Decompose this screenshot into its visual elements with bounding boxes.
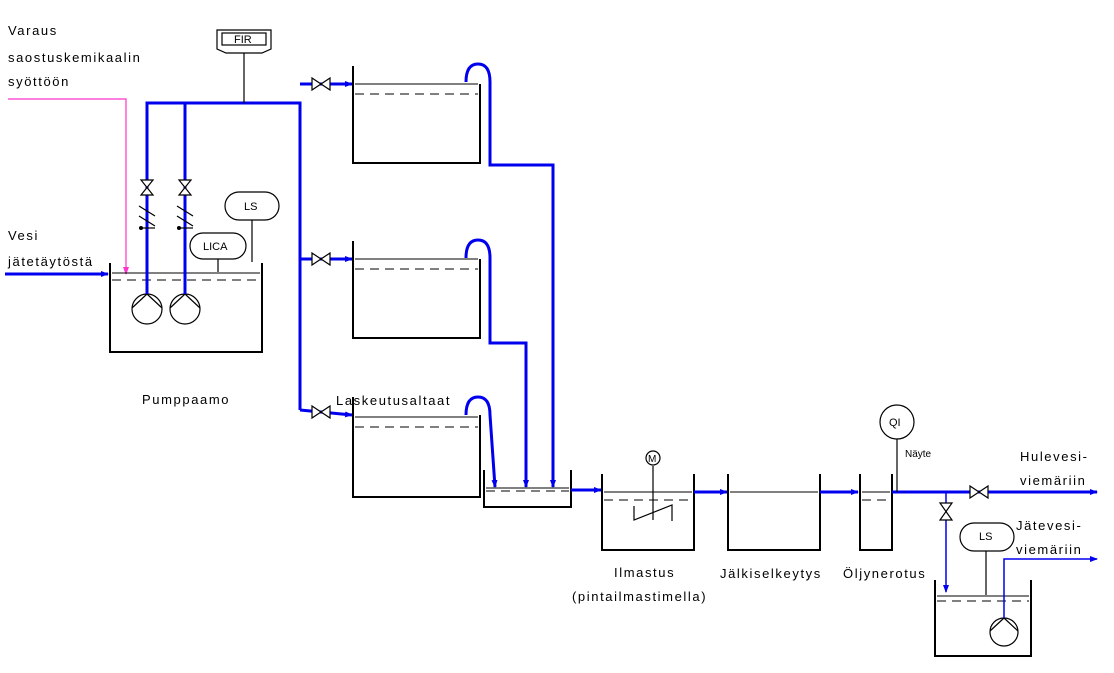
storm-sewer-label-line-1: Hulevesi- [1020, 449, 1089, 464]
qi-quality-indicator [880, 405, 932, 492]
surface-aerator [634, 466, 672, 521]
lica-label: LICA [203, 241, 228, 253]
waste-sewer-label-line-2: viemäriin [1016, 542, 1083, 557]
sample-label: Näyte [905, 449, 932, 460]
settling-tank-3 [353, 397, 480, 497]
aeration-tank [602, 474, 694, 550]
reserve-label-line-2: saostuskemikaalin [8, 50, 142, 65]
ls-sump-label: LS [979, 531, 993, 543]
waste-sewer-label [1016, 518, 1082, 557]
settling-tank-1 [353, 66, 480, 163]
lica-level-controller [190, 233, 246, 272]
waste-sewer-label-line-1: Jätevesi- [1016, 518, 1083, 533]
pump-station-label: Pumppaamo [142, 392, 231, 407]
valve-icon [141, 180, 153, 195]
settling-tank-2 [353, 241, 480, 338]
storm-sewer-label-line-2: viemäriin [1020, 473, 1087, 488]
valve-icon [312, 253, 330, 265]
chemical-reserve-line [8, 99, 126, 274]
reserve-label-line-3: syöttöön [8, 74, 70, 89]
waste-water-sump [935, 580, 1031, 656]
aeration-label [572, 565, 707, 604]
aeration-label-line-2: (pintailmastimella) [572, 589, 708, 604]
water-in-label-line-2: jätetäytöstä [8, 254, 94, 269]
ls-label: LS [244, 201, 258, 213]
water-in-label [7, 228, 94, 269]
sump-pump [990, 618, 1018, 646]
valve-icon [970, 486, 988, 498]
oil-separation-label: Öljynerotus [843, 566, 927, 581]
fir-label: FIR [234, 34, 252, 46]
reserve-chemical-label [8, 23, 141, 89]
pump-2 [170, 294, 200, 324]
valve-icon [312, 78, 330, 90]
post-settling-label: Jälkiselkeytys [720, 566, 822, 581]
valve-icon [312, 406, 330, 418]
qi-label: QI [889, 417, 901, 429]
storm-sewer-label [1020, 449, 1089, 488]
tank-2-outflow [466, 240, 526, 487]
waste-sewer-outlet-pipe [1004, 559, 1097, 618]
valve-icon [179, 180, 191, 195]
valve-icon [940, 503, 952, 520]
settling-tanks-label: Laskeutusaltaat [336, 393, 452, 408]
aeration-label-line-1: Ilmastus [614, 565, 676, 580]
pump-1 [132, 294, 162, 324]
motor-label: M [648, 454, 657, 465]
water-in-label-line-1: Vesi [8, 228, 39, 243]
oil-separator [860, 474, 892, 550]
fir-flow-indicator [217, 30, 271, 103]
reserve-label-line-1: Varaus [8, 23, 58, 38]
motor-icon [646, 451, 660, 465]
post-settling-tank [728, 474, 820, 550]
